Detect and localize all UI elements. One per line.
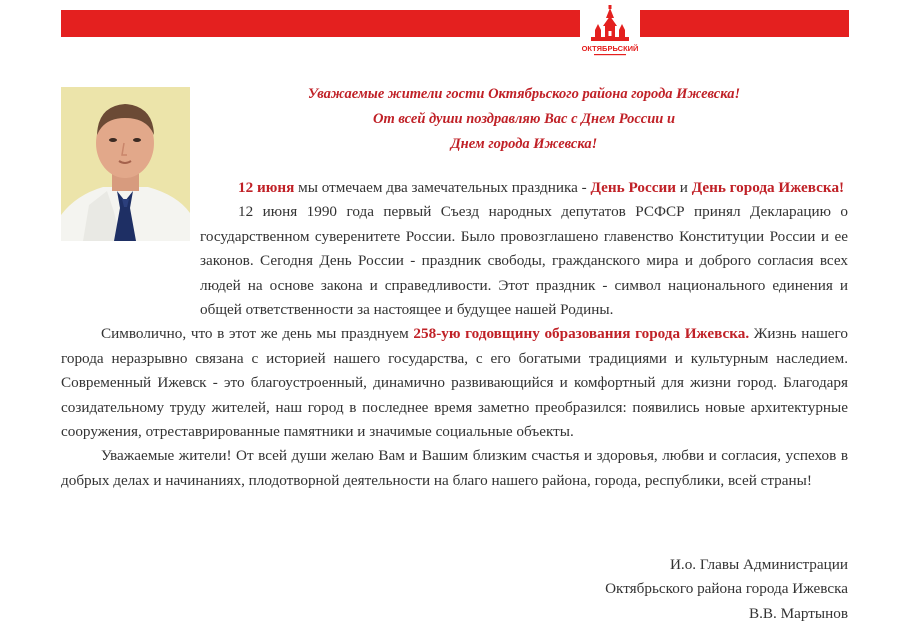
anniversary-highlight: 258-ую годовщину образования города Ижевска. — [413, 325, 750, 343]
greeting-line-2: От всей души поздравляю Вас с Днем России и — [372, 111, 676, 127]
paragraph-wishes: Уважаемые жители! От всей души желаю Вам и Вашим близким счастья и здоровья, любви и согласия, успехов в добрых делах и начинаниях, плодотворной деятельности на благо нашего района, города, республики, всей страны! — [61, 447, 848, 489]
header-bar-left — [61, 10, 580, 37]
logo-text: ОКТЯБРЬСКИЙ — [581, 44, 639, 53]
greeting-line-3: Днем города Ижевска! — [450, 136, 598, 152]
and-word: и — [675, 179, 692, 196]
kremlin-tower-icon — [580, 4, 640, 66]
holidays-intro: мы отмечаем два замечательных праздника - — [294, 179, 591, 196]
oktyabrsky-logo — [580, 4, 640, 66]
anniversary-text: Жизнь нашего города неразрывно связана с историей нашего государства, с его богатыми традициями и культурным наследием. Современный Ижевск - это благоустроенный, динамично развивающийся и комфортный для жизни город. Благодаря созидательному труду жителей, наш город в последнее время заметно преобразился: появились новые архитектурные сооружения, отреставрированные памятники и значимые социальные объекты. — [61, 325, 848, 441]
date-highlight: 12 июня — [238, 179, 295, 196]
greeting-line-1: Уважаемые жители гости Октябрьского района города Ижевска! — [307, 86, 741, 102]
signature-district: Октябрьского района города Ижевска — [605, 580, 848, 598]
signature-name: В.В. Мартынов — [748, 604, 848, 622]
signature-block — [448, 553, 848, 626]
header-bar-right — [640, 10, 849, 37]
city-day-highlight: День города Ижевска! — [691, 179, 845, 196]
signature-title: И.о. Главы Администрации — [669, 556, 848, 573]
anniversary-intro: Символично, что в этот же день мы празднуем — [101, 325, 414, 343]
russia-day-highlight: День России — [590, 179, 676, 196]
greeting-block — [200, 82, 848, 157]
paragraph-declaration: 12 июня 1990 года первый Съезд народных депутатов РСФСР принял Декларацию о государственном суверенитете России. Было провозглашено главенство Конституции России и ее законов. Сегодня День России - праздник свободы, гражданского мира и доброго согласия всех людей на основе закона и справедливости. Этот праздник - символ национального единения и общей ответственности за настоящее и будущее нашей Родины. — [200, 203, 848, 319]
paragraph-anniversary — [61, 322, 848, 444]
paragraph-holidays — [200, 176, 848, 200]
letter-body — [61, 176, 848, 493]
